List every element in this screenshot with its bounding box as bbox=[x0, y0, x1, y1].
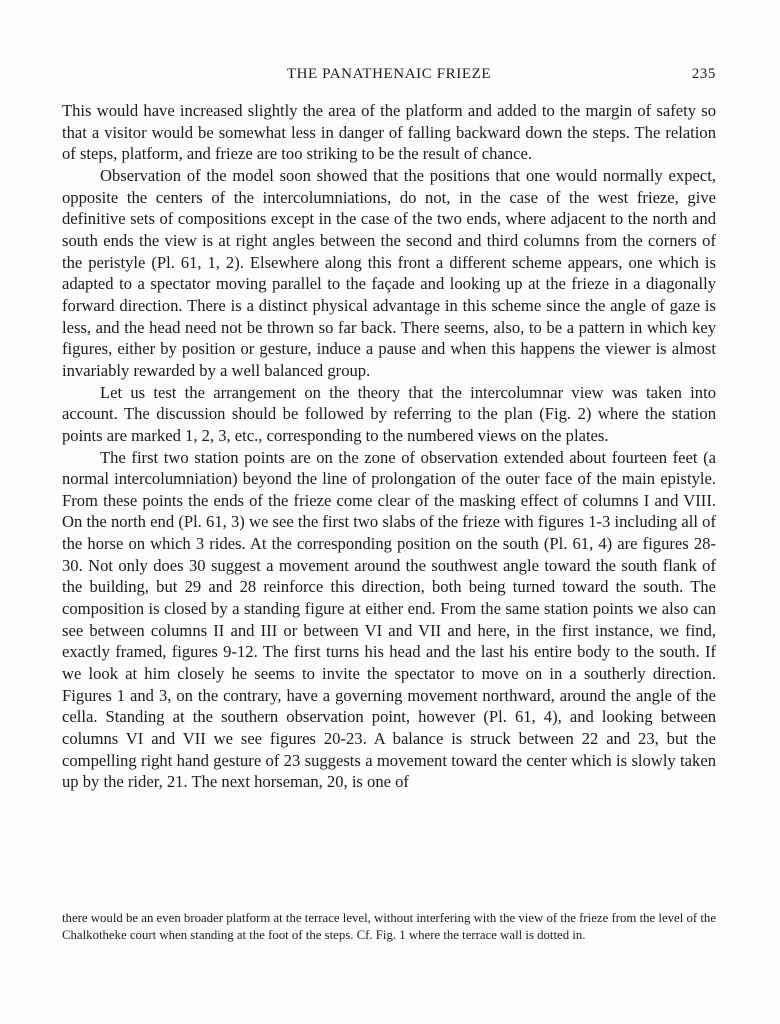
paragraph-station-points: The first two station points are on the zone of observation extended about fourteen feet (a normal intercolumniation) beyond the line of prolongation of the outer face of the main epistyle. From these points the ends of the frieze come clear of the masking effect of columns I and VIII. On the north end (Pl. 61, 3) we see the first two slabs of the frieze with figures 1-3 including all of the horse on which 3 rides. At the corresponding position on the south (Pl. 61, 4) are figures 28-30. Not only does 30 suggest a movement around the southwest angle toward the south flank of the building, but 29 and 28 reinforce this direction, both being turned toward the south. The composition is closed by a standing figure at either end. From the same station points we also can see between columns II and III or between VI and VII and here, in the first instance, we find, exactly framed, figures 9-12. The first turns his head and the last his entire body to the south. If we look at him closely he seems to invite the spectator to move on in a southerly direction. Figures 1 and 3, on the contrary, have a governing movement northward, around the angle of the cella. Standing at the southern observation point, however (Pl. 61, 4), and looking between columns VI and VII we see figures 20-23. A balance is struck between 22 and 23, but the compelling right hand gesture of 23 suggests a movement toward the center which is slowly taken up by the rider, 21. The next horseman, 20, is one of bbox=[62, 447, 716, 792]
running-head bbox=[62, 66, 716, 88]
body-text bbox=[62, 100, 716, 793]
footnote bbox=[62, 910, 716, 944]
paragraph-test-arrangement: Let us test the arrangement on the theory that the intercolumnar view was taken into account. The discussion should be followed by referring to the plan (Fig. 2) where the station points are marked 1, 2, 3, etc., corresponding to the numbered views on the plates. bbox=[62, 382, 716, 445]
footnote-text: there would be an even broader platform at the terrace level, without interfering with the view of the frieze from the level of the Chalkotheke court when standing at the foot of the steps. Cf. Fig. 1 where the terrace wall is dotted in. bbox=[62, 911, 716, 942]
paragraph-continuation: This would have increased slightly the area of the platform and added to the margin of safety so that a visitor would be somewhat less in danger of falling backward down the steps. The relation of steps, platform, and frieze are too striking to be the result of chance. bbox=[62, 101, 716, 164]
paragraph-model-observation: Observation of the model soon showed that the positions that one would normally expect, opposite the centers of the intercolumniations, do not, in the case of the west frieze, give definitive sets of compositions except in the case of the two ends, where adjacent to the north and south ends the view is at right angles between the second and third columns from the corners of the peristyle (Pl. 61, 1, 2). Elsewhere along this front a different scheme appears, one which is adapted to a spectator moving parallel to the façade and looking up at the frieze in a diagonally forward direction. There is a distinct physical advantage in this scheme since the angle of gaze is less, and the head need not be thrown so far back. There seems, also, to be a pattern in which key figures, either by position or gesture, induce a pause and when this happens the viewer is almost invariably rewarded by a well balanced group. bbox=[62, 165, 716, 380]
running-title: THE PANATHENAIC FRIEZE bbox=[286, 66, 492, 82]
page-number: 235 bbox=[691, 66, 716, 82]
